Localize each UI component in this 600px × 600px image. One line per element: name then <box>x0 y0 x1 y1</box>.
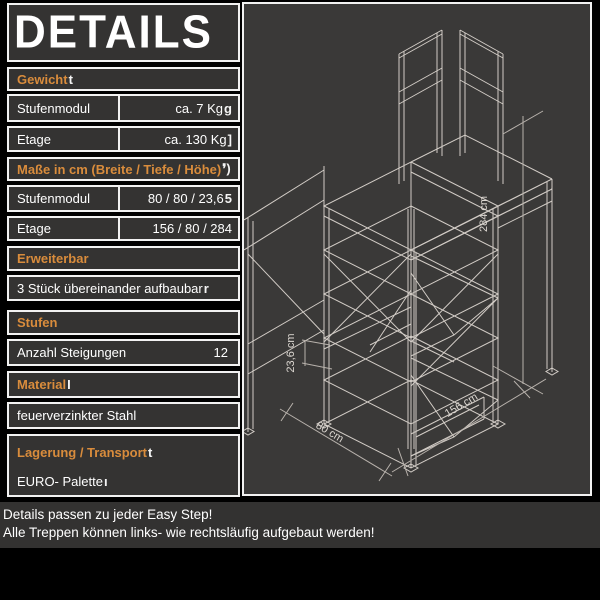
spec-value-text: 3 Stück übereinander aufbaubar <box>17 280 203 296</box>
text-artifact: ı <box>103 474 108 489</box>
spec-value-text: 12 <box>213 345 228 360</box>
text-artifact: t <box>68 71 73 87</box>
section-lagerung-transport <box>7 434 240 497</box>
text-artifact: 5 <box>224 191 232 206</box>
spec-row-masse-etage <box>7 216 240 241</box>
page-title: DETAILS <box>14 6 213 58</box>
spec-column <box>7 3 240 497</box>
section-header-label <box>17 445 230 460</box>
text-artifact: t <box>148 445 153 460</box>
section-header-text: Lagerung / Transport <box>17 445 148 460</box>
spec-row-gewicht-etage <box>7 126 240 152</box>
dimension-label-height: 284 cm <box>478 195 490 233</box>
section-header-masse <box>7 157 240 181</box>
spec-row-masse-stufenmodul <box>7 185 240 212</box>
spec-value-text: ca. 7 Kg <box>175 100 224 116</box>
footer-line-1: Details passen zu jeder Easy Step! <box>3 507 213 522</box>
section-header-label: Maße in cm (Breite / Tiefe / Höhe) <box>17 161 222 177</box>
section-header-stufen <box>7 310 240 335</box>
spec-value <box>118 218 238 239</box>
footer-line-2: Alle Treppen können links- wie rechtsläufig aufgebaut werden! <box>3 525 375 540</box>
section-header-gewicht <box>7 67 240 91</box>
spec-value <box>118 128 238 150</box>
spec-row-erweiterbar <box>7 275 240 301</box>
spec-value-text: feuerverzinkter Stahl <box>17 408 137 423</box>
spec-label: Etage <box>17 221 51 236</box>
spec-row-material <box>7 402 240 429</box>
spec-value <box>118 187 238 210</box>
section-header-material <box>7 371 240 398</box>
text-artifact: I <box>67 377 71 392</box>
spec-row-gewicht-stufenmodul <box>7 94 240 122</box>
spec-label: Stufenmodul <box>17 100 90 116</box>
section-header-erweiterbar <box>7 246 240 271</box>
text-artifact: r <box>203 280 209 296</box>
technical-drawing-panel <box>242 2 592 496</box>
title-box <box>7 3 240 62</box>
spec-value-text: 156 / 80 / 284 <box>152 221 232 236</box>
dimension-label-depth: 80 cm <box>313 419 346 446</box>
dimension-label-step-height: 23,6 cm <box>285 333 297 373</box>
spec-value-inner: EURO- Palette <box>17 474 103 489</box>
spec-value-text <box>17 474 230 489</box>
spec-label: Etage <box>17 131 51 147</box>
section-header-label: Gewicht <box>17 71 68 87</box>
spec-value-text: ca. 130 Kg <box>164 131 227 147</box>
dimension-label-width: 156 cm <box>442 390 481 420</box>
spec-value-text: 80 / 80 / 23,6 <box>147 191 224 206</box>
text-artifact: g <box>224 100 232 116</box>
spec-value <box>118 96 238 120</box>
spec-row-anzahl-steigungen <box>7 339 240 366</box>
spec-label: Stufenmodul <box>17 191 90 206</box>
section-header-label: Stufen <box>17 315 58 330</box>
footer-note-bar <box>0 502 600 548</box>
text-artifact: ] <box>227 131 232 147</box>
section-header-label: Material <box>17 377 67 392</box>
staircase-isometric-drawing <box>244 4 590 494</box>
section-header-label: Erweiterbar <box>17 251 89 266</box>
text-artifact: ❜) <box>222 161 231 176</box>
spec-label: Anzahl Steigungen <box>17 345 127 360</box>
